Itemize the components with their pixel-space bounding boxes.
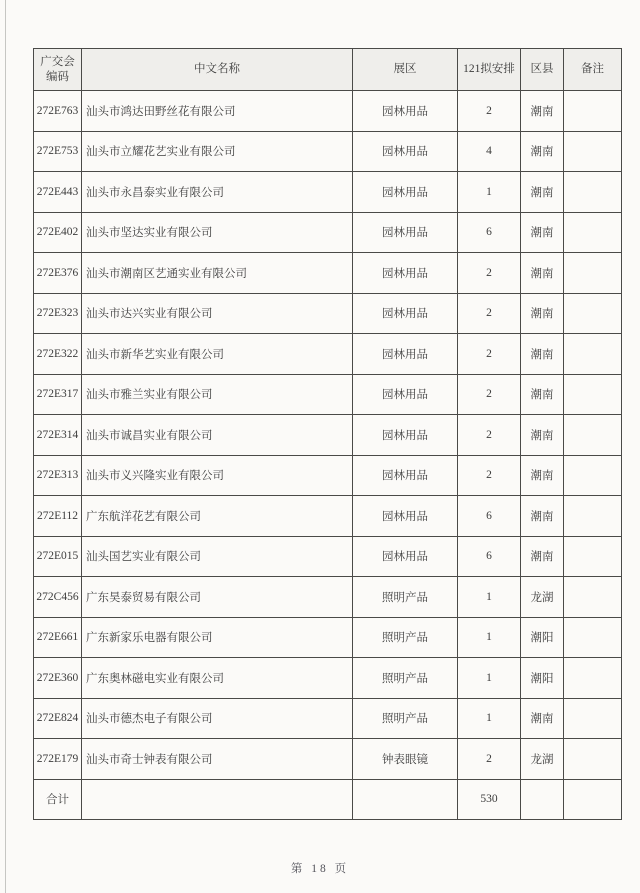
cell-remark [564,455,622,496]
cell-code: 272E322 [34,334,82,375]
cell-remark [564,212,622,253]
cell-code: 272E313 [34,455,82,496]
table-row [34,334,622,375]
cell-district: 潮阳 [521,658,564,699]
cell-zone: 照明产品 [353,658,458,699]
cell-district: 潮南 [521,496,564,537]
cell-district: 潮南 [521,374,564,415]
total-label: 合计 [34,779,82,820]
cell-district: 潮阳 [521,617,564,658]
cell-plan: 6 [458,496,521,537]
cell-remark [564,698,622,739]
cell-remark [564,253,622,294]
cell-zone: 照明产品 [353,577,458,618]
cell-code: 272E360 [34,658,82,699]
cell-district: 潮南 [521,212,564,253]
cell-zone: 园林用品 [353,293,458,334]
table-row [34,253,622,294]
cell-name: 汕头市立耀花艺实业有限公司 [82,131,353,172]
table-row [34,617,622,658]
cell-plan: 2 [458,91,521,132]
table-header [34,49,622,91]
cell-remark [564,172,622,213]
cell-remark [564,739,622,780]
cell-district: 潮南 [521,334,564,375]
cell-plan: 1 [458,698,521,739]
cell-remark [564,415,622,456]
cell-name: 广东奥林磁电实业有限公司 [82,658,353,699]
table-row [34,455,622,496]
table-body [34,91,622,780]
cell-remark [564,496,622,537]
cell-code: 272E323 [34,293,82,334]
cell-district: 潮南 [521,415,564,456]
cell-district: 潮南 [521,131,564,172]
cell-district: 龙湖 [521,577,564,618]
table-row [34,658,622,699]
table-footer [34,779,622,820]
cell-remark [564,658,622,699]
table-row [34,91,622,132]
cell-name: 汕头市潮南区艺通实业有限公司 [82,253,353,294]
cell-zone: 园林用品 [353,415,458,456]
cell-remark [564,293,622,334]
cell-name: 汕头市永昌泰实业有限公司 [82,172,353,213]
cell-zone: 钟表眼镜 [353,739,458,780]
cell-remark [564,131,622,172]
cell-name: 广东新家乐电器有限公司 [82,617,353,658]
table-row [34,172,622,213]
header-remark: 备注 [564,49,622,91]
scan-edge-artifact [5,0,6,893]
cell-plan: 2 [458,253,521,294]
cell-zone: 园林用品 [353,496,458,537]
table-row [34,577,622,618]
cell-district: 潮南 [521,455,564,496]
cell-plan: 2 [458,374,521,415]
header-district: 区县 [521,49,564,91]
header-row [34,49,622,91]
cell-plan: 1 [458,617,521,658]
cell-name: 汕头国艺实业有限公司 [82,536,353,577]
cell-plan: 2 [458,415,521,456]
cell-remark [564,617,622,658]
table-row [34,698,622,739]
cell-code: 272E015 [34,536,82,577]
cell-zone: 园林用品 [353,334,458,375]
cell-zone: 园林用品 [353,172,458,213]
total-zone-cell [353,779,458,820]
cell-district: 潮南 [521,698,564,739]
table-row [34,739,622,780]
cell-name: 汕头市坚达实业有限公司 [82,212,353,253]
cell-zone: 园林用品 [353,253,458,294]
cell-plan: 2 [458,739,521,780]
cell-name: 广东昊泰贸易有限公司 [82,577,353,618]
total-plan-value: 530 [458,779,521,820]
cell-plan: 4 [458,131,521,172]
cell-remark [564,577,622,618]
cell-plan: 2 [458,293,521,334]
cell-code: 272E112 [34,496,82,537]
cell-name: 广东航洋花艺有限公司 [82,496,353,537]
cell-code: 272E753 [34,131,82,172]
cell-remark [564,374,622,415]
cell-remark [564,536,622,577]
table-row [34,496,622,537]
cell-name: 汕头市鸿达田野丝花有限公司 [82,91,353,132]
cell-district: 潮南 [521,91,564,132]
cell-name: 汕头市诚昌实业有限公司 [82,415,353,456]
page-number: 第 18 页 [290,863,350,875]
cell-code: 272C456 [34,577,82,618]
cell-remark [564,334,622,375]
cell-code: 272E402 [34,212,82,253]
cell-zone: 园林用品 [353,374,458,415]
header-code [34,49,82,91]
cell-code: 272E824 [34,698,82,739]
cell-code: 272E179 [34,739,82,780]
cell-zone: 园林用品 [353,91,458,132]
cell-zone: 园林用品 [353,455,458,496]
cell-name: 汕头市义兴隆实业有限公司 [82,455,353,496]
table-row [34,131,622,172]
total-remark-cell [564,779,622,820]
cell-code: 272E317 [34,374,82,415]
cell-district: 潮南 [521,293,564,334]
cell-zone: 园林用品 [353,131,458,172]
cell-name: 汕头市德杰电子有限公司 [82,698,353,739]
header-zone: 展区 [353,49,458,91]
total-district-cell [521,779,564,820]
cell-code: 272E763 [34,91,82,132]
cell-remark [564,91,622,132]
cell-district: 潮南 [521,172,564,213]
cell-zone: 园林用品 [353,212,458,253]
cell-name: 汕头市雅兰实业有限公司 [82,374,353,415]
cell-name: 汕头市奇士钟表有限公司 [82,739,353,780]
header-plan: 121拟安排 [458,49,521,91]
exhibitor-table [33,48,622,820]
cell-code: 272E314 [34,415,82,456]
cell-plan: 2 [458,334,521,375]
header-name: 中文名称 [82,49,353,91]
cell-plan: 1 [458,172,521,213]
cell-plan: 2 [458,455,521,496]
cell-name: 汕头市新华艺实业有限公司 [82,334,353,375]
cell-district: 潮南 [521,253,564,294]
cell-name: 汕头市达兴实业有限公司 [82,293,353,334]
cell-code: 272E443 [34,172,82,213]
cell-zone: 照明产品 [353,617,458,658]
cell-code: 272E376 [34,253,82,294]
cell-plan: 1 [458,658,521,699]
cell-plan: 1 [458,577,521,618]
cell-district: 龙湖 [521,739,564,780]
table-row [34,415,622,456]
cell-code: 272E661 [34,617,82,658]
header-code-line1: 广交会 [40,56,75,69]
table-row [34,536,622,577]
header-code-line2: 编码 [46,70,69,83]
table-row [34,374,622,415]
table-row [34,293,622,334]
cell-district: 潮南 [521,536,564,577]
cell-zone: 园林用品 [353,536,458,577]
cell-plan: 6 [458,536,521,577]
cell-plan: 6 [458,212,521,253]
total-row [34,779,622,820]
cell-zone: 照明产品 [353,698,458,739]
total-name-cell [82,779,353,820]
table-row [34,212,622,253]
